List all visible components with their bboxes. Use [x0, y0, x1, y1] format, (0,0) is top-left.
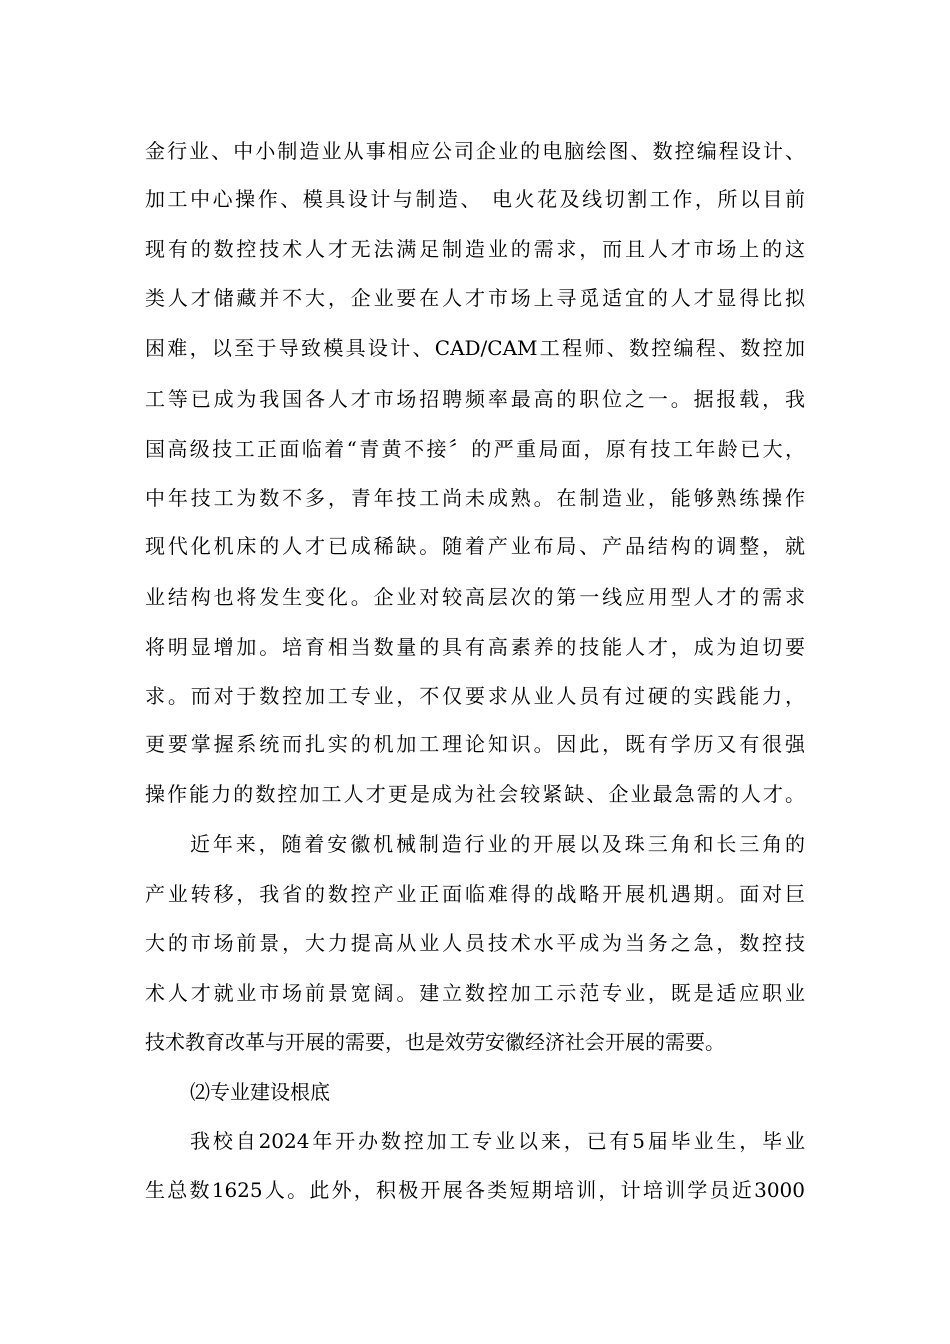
- text-line-14: 操作能力的数控加工人才更是成为社会较紧缺、企业最急需的人才。: [145, 782, 805, 806]
- text-line-4: 类人才储藏并不大，企业要在人才市场上寻觅适宜的人才显得比拟: [145, 286, 805, 310]
- text-line-6: 工等已成为我国各人才市场招聘频率最高的职位之一。据报载，我: [145, 387, 805, 411]
- text-line-7: 国高级技工正面临着“青黄不接〞的严重局面，原有技工年龄已大，: [145, 437, 805, 461]
- text-line-11: 将明显增加。培育相当数量的具有高素养的技能人才，成为迫切要: [145, 635, 805, 659]
- text-line-18: 术人才就业市场前景宽阔。建立数控加工示范专业，既是适应职业: [145, 981, 805, 1005]
- text-line-3: 现有的数控技术人才无法满足制造业的需求，而且人才市场上的这: [145, 237, 805, 261]
- section-heading: ⑵专业建设根底: [190, 1080, 330, 1104]
- text-line-16: 产业转移，我省的数控产业正面临难得的战略开展机遇期。面对巨: [145, 882, 805, 906]
- text-line-1: 金行业、中小制造业从事相应公司企业的电脑绘图、数控编程设计、: [145, 139, 805, 163]
- text-line-2: 加工中心操作、模具设计与制造、 电火花及线切割工作，所以目前: [145, 187, 805, 211]
- text-line-9: 现代化机床的人才已成稀缺。随着产业布局、产品结构的调整，就: [145, 534, 805, 558]
- text-line-17: 大的市场前景，大力提高从业人员技术水平成为当务之急，数控技: [145, 931, 805, 955]
- text-line-13: 更要掌握系统而扎实的机加工理论知识。因此，既有学历又有很强: [145, 732, 805, 756]
- text-line-12: 求。而对于数控加工专业，不仅要求从业人员有过硬的实践能力，: [145, 684, 805, 708]
- text-line-19: 技术教育改革与开展的需要，也是效劳安徽经济社会开展的需要。: [145, 1030, 725, 1054]
- text-line-8: 中年技工为数不多，青年技工尚未成熟。在制造业，能够熟练操作: [145, 486, 805, 510]
- text-line-10: 业结构也将发生变化。企业对较高层次的第一线应用型人才的需求: [145, 585, 805, 609]
- text-line-5: 困难，以至于导致模具设计、CAD/CAM工程师、数控编程、数控加: [145, 336, 805, 360]
- text-line-22: 生总数1625人。此外，积极开展各类短期培训，计培训学员近3000: [145, 1178, 805, 1202]
- text-line-15: 近年来，随着安徽机械制造行业的开展以及珠三角和长三角的: [190, 832, 805, 856]
- text-line-21: 我校自2024年开办数控加工专业以来，已有5届毕业生，毕业: [190, 1129, 805, 1153]
